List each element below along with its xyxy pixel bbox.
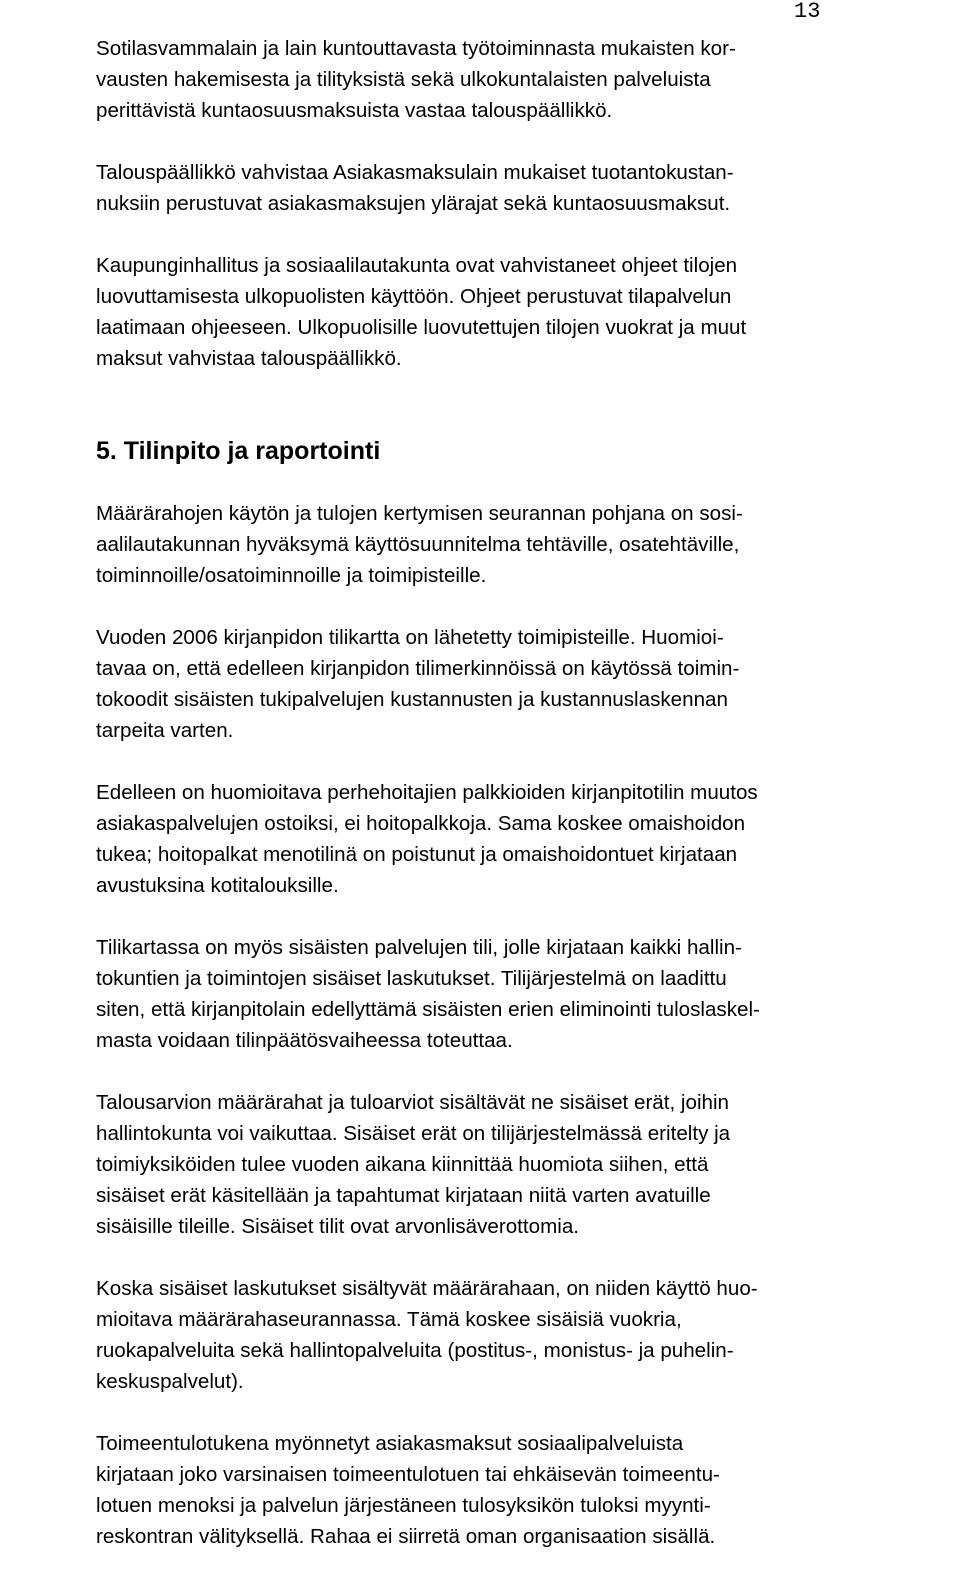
- paragraph: [96, 932, 958, 1056]
- text-line: toiminnoille/osatoiminnoille ja toimipisteille.: [96, 564, 487, 587]
- text-line: Edelleen on huomioitava perhehoitajien palkkioiden kirjanpitotilin muutos: [96, 781, 758, 804]
- text-line: vausten hakemisesta ja tilityksistä sekä ulkokuntalaisten palveluista: [96, 68, 711, 91]
- text-line: ruokapalveluita sekä hallintopalveluita (postitus-, monistus- ja puhelin-: [96, 1339, 734, 1362]
- text-line: asiakaspalvelujen ostoiksi, ei hoitopalkkoja. Sama koskee omaishoidon: [96, 812, 746, 835]
- paragraph: [96, 622, 958, 746]
- text-line: toimiyksiköiden tulee vuoden aikana kiinnittää huomiota siihen, että: [96, 1153, 709, 1176]
- paragraph: [96, 157, 958, 219]
- text-line: keskuspalvelut).: [96, 1370, 244, 1393]
- text-line: reskontran välityksellä. Rahaa ei siirretä oman organisaation sisällä.: [96, 1525, 716, 1548]
- paragraph: [96, 1087, 958, 1242]
- text-line: Määrärahojen käytön ja tulojen kertymisen seurannan pohjana on sosi-: [96, 502, 743, 525]
- text-line: laatimaan ohjeeseen. Ulkopuolisille luovutettujen tilojen vuokrat ja muut: [96, 316, 747, 339]
- text-line: nuksiin perustuvat asiakasmaksujen ylärajat sekä kuntaosuusmaksut.: [96, 192, 731, 215]
- paragraph: [96, 250, 958, 374]
- text-line: masta voidaan tilinpäätösvaiheessa toteuttaa.: [96, 1029, 513, 1052]
- paragraph: [96, 498, 958, 591]
- page-number: 13: [794, 0, 821, 24]
- text-line: siten, että kirjanpitolain edellyttämä sisäisten erien eliminointi tuloslaskel-: [96, 998, 760, 1021]
- text-line: tokuntien ja toimintojen sisäiset laskutukset. Tilijärjestelmä on laadittu: [96, 967, 727, 990]
- text-line: mioitava määrärahaseurannassa. Tämä koskee sisäisiä vuokria,: [96, 1308, 682, 1331]
- text-line: hallintokunta voi vaikuttaa. Sisäiset erät on tilijärjestelmässä eritelty ja: [96, 1122, 731, 1145]
- paragraph: [96, 1273, 958, 1397]
- paragraph: [96, 33, 958, 126]
- document-body: [96, 33, 958, 1552]
- text-line: tukea; hoitopalkat menotilinä on poistunut ja omaishoidontuet kirjataan: [96, 843, 738, 866]
- text-line: Talousarvion määrärahat ja tuloarviot sisältävät ne sisäiset erät, joihin: [96, 1091, 730, 1114]
- text-line: tokoodit sisäisten tukipalvelujen kustannusten ja kustannuslaskennan: [96, 688, 728, 711]
- paragraph: [96, 1428, 958, 1552]
- text-line: sisäisille tileille. Sisäiset tilit ovat arvonlisäverottomia.: [96, 1215, 579, 1238]
- text-line: sisäiset erät käsitellään ja tapahtumat kirjataan niitä varten avatuille: [96, 1184, 711, 1207]
- text-line: maksut vahvistaa talouspäällikkö.: [96, 347, 402, 370]
- section-heading: 5. Tilinpito ja raportointi: [96, 437, 381, 465]
- text-line: Tilikartassa on myös sisäisten palvelujen tili, jolle kirjataan kaikki hallin-: [96, 936, 742, 959]
- text-line: perittävistä kuntaosuusmaksuista vastaa talouspäällikkö.: [96, 99, 613, 122]
- text-line: Talouspäällikkö vahvistaa Asiakasmaksulain mukaiset tuotantokustan-: [96, 161, 734, 184]
- text-line: tarpeita varten.: [96, 719, 234, 742]
- text-line: Vuoden 2006 kirjanpidon tilikartta on lähetetty toimipisteille. Huomioi-: [96, 626, 724, 649]
- text-line: lotuen menoksi ja palvelun järjestäneen tulosyksikön tuloksi myynti-: [96, 1494, 711, 1517]
- text-line: aalilautakunnan hyväksymä käyttösuunnitelma tehtäville, osatehtäville,: [96, 533, 740, 556]
- text-line: Toimeentulotukena myönnetyt asiakasmaksut sosiaalipalveluista: [96, 1432, 684, 1455]
- text-line: Kaupunginhallitus ja sosiaalilautakunta ovat vahvistaneet ohjeet tilojen: [96, 254, 738, 277]
- text-line: Sotilasvammalain ja lain kuntouttavasta työtoiminnasta mukaisten kor-: [96, 37, 736, 60]
- paragraph: [96, 777, 958, 901]
- text-line: tavaa on, että edelleen kirjanpidon tilimerkinnöissä on käytössä toimin-: [96, 657, 740, 680]
- text-line: luovuttamisesta ulkopuolisten käyttöön. Ohjeet perustuvat tilapalvelun: [96, 285, 732, 308]
- text-line: avustuksina kotitalouksille.: [96, 874, 339, 897]
- text-line: Koska sisäiset laskutukset sisältyvät määrärahaan, on niiden käyttö huo-: [96, 1277, 758, 1300]
- text-line: kirjataan joko varsinaisen toimeentulotuen tai ehkäisevän toimeentu-: [96, 1463, 720, 1486]
